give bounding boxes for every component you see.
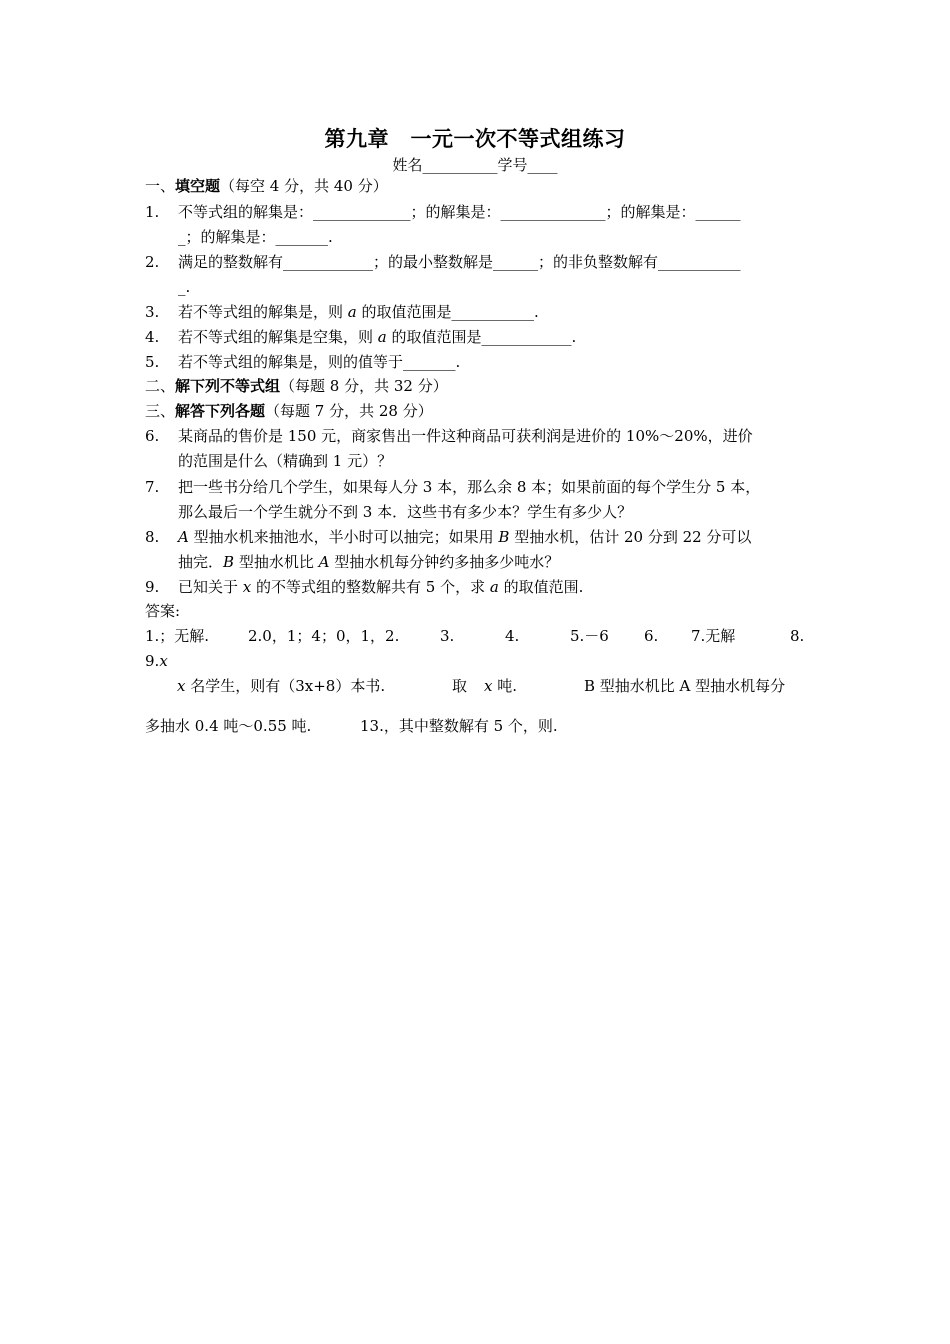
question-number: 5.	[145, 353, 160, 371]
question-text: _.	[178, 278, 191, 296]
question-number: 3.	[145, 303, 160, 321]
answer-detail: 多抽水 0.4 吨～0.55 吨.	[145, 717, 312, 735]
question-text: 若不等式组的解集是，则 a 的取值范围是___________.	[178, 303, 539, 321]
answer-2: 2.0，1；4；0，1，2.	[248, 627, 400, 645]
question-number: 6.	[145, 427, 160, 445]
question-number: 4.	[145, 328, 160, 346]
question-text: 已知关于 x 的不等式组的整数解共有 5 个，求 a 的取值范围.	[178, 578, 584, 596]
answers-label: 答案:	[145, 602, 181, 620]
answer-detail: x 吨.	[484, 677, 518, 695]
student-info	[0, 154, 950, 175]
answer-detail: B 型抽水机比 A 型抽水机每分	[584, 677, 786, 695]
answer-8: 8.	[790, 627, 805, 645]
answer-4: 4.	[505, 627, 520, 645]
answer-13: 13.，其中整数解有 5 个，则.	[360, 717, 558, 735]
question-text: _；的解集是：_______.	[178, 228, 333, 246]
name-label: 姓名	[392, 156, 423, 174]
question-text: 满足的整数解有____________；的最小整数解是______；的非负整数解有___________	[178, 253, 741, 271]
answer-3: 3.	[440, 627, 455, 645]
section-solve-systems: 二、解下列不等式组（每题 8 分，共 32 分）	[145, 377, 448, 395]
id-label: 学号	[497, 156, 528, 174]
question-text: 若不等式组的解集是空集，则 a 的取值范围是____________.	[178, 328, 577, 346]
section-word-problems: 三、解答下列各题（每题 7 分，共 28 分）	[145, 402, 433, 420]
section-fill-blank: 一、填空题（每空 4 分，共 40 分）	[145, 177, 388, 195]
name-blank: __________	[422, 156, 498, 174]
question-text: 的范围是什么（精确到 1 元）？	[178, 452, 393, 470]
answer-5: 5.－6	[570, 627, 609, 645]
question-text: 若不等式组的解集是，则的值等于_______.	[178, 353, 461, 371]
id-blank: ____	[527, 156, 558, 174]
question-number: 8.	[145, 528, 160, 546]
question-text: 那么最后一个学生就分不到 3 本．这些书有多少本？学生有多少人？	[178, 503, 633, 521]
question-number: 7.	[145, 478, 160, 496]
page-title: 第九章 一元一次不等式组练习	[324, 126, 626, 151]
question-number: 2.	[145, 253, 160, 271]
question-number: 1.	[145, 203, 160, 221]
question-number: 9.	[145, 578, 160, 596]
answer-7: 7.无解	[691, 627, 736, 645]
question-text: A 型抽水机来抽池水，半小时可以抽完；如果用 B 型抽水机，估计 20 分到 22 分可以	[178, 528, 752, 546]
answer-detail: x 名学生，则有（3x+8）本书.	[177, 677, 386, 695]
question-text: 把一些书分给几个学生，如果每人分 3 本，那么余 8 本；如果前面的每个学生分 5 本，	[178, 478, 761, 496]
question-text: 抽完．B 型抽水机比 A 型抽水机每分钟约多抽多少吨水？	[178, 553, 560, 571]
answer-1: 1.；无解.	[145, 627, 210, 645]
question-text: 某商品的售价是 150 元，商家售出一件这种商品可获利润是进价的 10%～20%，进价	[178, 427, 753, 445]
answer-detail: 取	[452, 677, 468, 695]
question-text: 不等式组的解集是：_____________；的解集是：______________；的解集是：______	[178, 203, 741, 221]
answer-9: 9.x	[145, 652, 168, 670]
answer-6: 6.	[644, 627, 659, 645]
